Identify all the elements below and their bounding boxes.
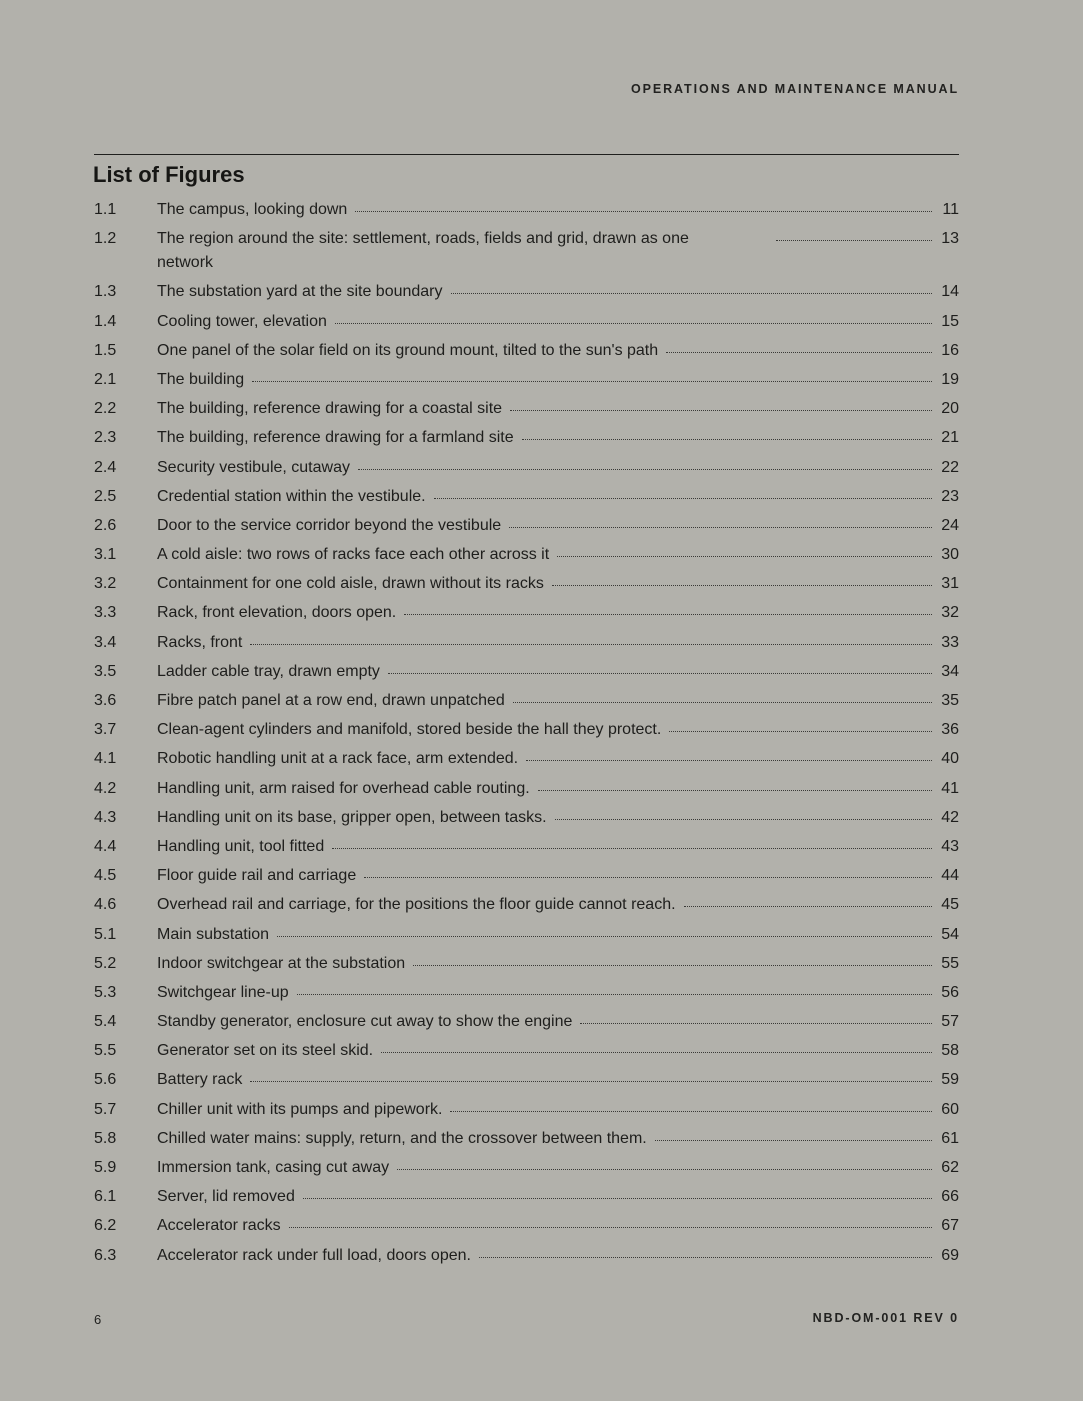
figure-number: 4.5 xyxy=(94,867,117,885)
figure-number: 3.3 xyxy=(94,604,117,622)
figure-list xyxy=(94,198,959,1273)
dot-leader xyxy=(358,469,932,470)
figure-entry[interactable] xyxy=(94,572,959,596)
figure-page: 33 xyxy=(941,633,959,651)
figure-page: 14 xyxy=(941,283,959,301)
dot-leader xyxy=(552,585,932,586)
figure-title: Accelerator racks xyxy=(157,1217,281,1235)
figure-page: 43 xyxy=(941,837,959,855)
figure-entry[interactable] xyxy=(94,864,959,888)
figure-title: Handling unit, arm raised for overhead cable routing. xyxy=(157,779,530,797)
figure-page: 60 xyxy=(941,1100,959,1118)
figure-page: 54 xyxy=(941,925,959,943)
figure-entry[interactable] xyxy=(94,227,959,275)
figure-page: 32 xyxy=(941,604,959,622)
figure-title: Generator set on its steel skid. xyxy=(157,1042,374,1060)
figure-title: Battery rack xyxy=(157,1071,243,1089)
dot-leader xyxy=(364,877,932,878)
figure-page: 21 xyxy=(941,429,959,447)
dot-leader xyxy=(526,760,932,761)
document-code: NBD-OM-001 REV 0 xyxy=(812,1311,959,1325)
figure-title: Credential station within the vestibule. xyxy=(157,487,426,505)
dot-leader xyxy=(277,936,932,937)
figure-number: 5.5 xyxy=(94,1042,117,1060)
figure-entry[interactable] xyxy=(94,1039,959,1063)
dot-leader xyxy=(413,965,932,966)
figure-entry[interactable] xyxy=(94,1010,959,1034)
figure-entry[interactable] xyxy=(94,660,959,684)
figure-number: 5.9 xyxy=(94,1159,117,1176)
figure-title: Handling unit on its base, gripper open, between tasks. xyxy=(157,808,547,826)
figure-page: 24 xyxy=(941,516,959,534)
figure-entry[interactable] xyxy=(94,806,959,830)
figure-entry[interactable] xyxy=(94,981,959,1005)
figure-page: 66 xyxy=(941,1188,959,1206)
figure-entry[interactable] xyxy=(94,923,959,947)
figure-number: 4.1 xyxy=(94,750,117,768)
figure-title: Main substation xyxy=(157,925,270,943)
figure-page: 61 xyxy=(941,1129,959,1147)
figure-number: 5.6 xyxy=(94,1071,117,1089)
figure-page: 15 xyxy=(941,312,959,330)
dot-leader xyxy=(538,790,932,791)
figure-entry[interactable] xyxy=(94,718,959,742)
figure-number: 5.4 xyxy=(94,1013,117,1031)
figure-number: 4.4 xyxy=(94,837,117,855)
figure-number: 6.2 xyxy=(94,1217,117,1235)
figure-number: 3.5 xyxy=(94,662,117,680)
figure-page: 11 xyxy=(942,201,959,218)
dot-leader xyxy=(355,211,932,212)
figure-entry[interactable] xyxy=(94,514,959,538)
figure-title: Accelerator rack under full load, doors open. xyxy=(157,1246,471,1264)
dot-leader xyxy=(776,240,932,241)
figure-page: 59 xyxy=(941,1071,959,1089)
figure-page: 13 xyxy=(941,230,959,248)
figure-entry[interactable] xyxy=(94,198,959,222)
dot-leader xyxy=(450,1111,932,1112)
figure-number: 1.2 xyxy=(94,230,117,248)
figure-title: Switchgear line-up xyxy=(157,983,289,1001)
dot-leader xyxy=(510,410,932,411)
figure-entry[interactable] xyxy=(94,368,959,392)
dot-leader xyxy=(335,323,932,324)
figure-entry[interactable] xyxy=(94,747,959,771)
figure-entry[interactable] xyxy=(94,893,959,917)
figure-entry[interactable] xyxy=(94,1244,959,1268)
figure-number: 5.8 xyxy=(94,1129,117,1147)
figure-page: 62 xyxy=(941,1159,959,1176)
figure-page: 40 xyxy=(941,750,959,768)
figure-number: 5.7 xyxy=(94,1100,117,1118)
figure-title: Handling unit, tool fitted xyxy=(157,837,325,855)
figure-number: 4.6 xyxy=(94,896,117,914)
figure-entry[interactable] xyxy=(94,1156,959,1180)
figure-number: 6.1 xyxy=(94,1188,117,1206)
figure-number: 3.2 xyxy=(94,575,117,593)
figure-entry[interactable] xyxy=(94,280,959,304)
figure-page: 36 xyxy=(941,721,959,739)
figure-title: The campus, looking down xyxy=(157,201,348,218)
dot-leader xyxy=(522,439,932,440)
figure-title: Fibre patch panel at a row end, drawn unpatched xyxy=(157,692,505,709)
figure-number: 2.1 xyxy=(94,370,117,388)
figure-number: 6.3 xyxy=(94,1246,117,1264)
dot-leader xyxy=(404,614,932,615)
figure-number: 4.3 xyxy=(94,808,117,826)
dot-leader xyxy=(557,556,932,557)
figure-page: 42 xyxy=(941,808,959,826)
figure-number: 5.3 xyxy=(94,983,117,1001)
list-of-figures-title: List of Figures xyxy=(93,162,245,187)
dot-leader xyxy=(289,1227,932,1228)
figure-page: 67 xyxy=(941,1217,959,1235)
figure-number: 2.3 xyxy=(94,429,117,447)
figure-entry[interactable] xyxy=(94,1098,959,1122)
figure-page: 23 xyxy=(941,487,959,505)
figure-page: 56 xyxy=(941,983,959,1001)
figure-title: Cooling tower, elevation xyxy=(157,312,327,330)
dot-leader xyxy=(250,644,932,645)
figure-title: The substation yard at the site boundary xyxy=(157,283,443,301)
figure-number: 1.5 xyxy=(94,341,117,359)
figure-title: The region around the site: settlement, roads, fields and grid, drawn as one network xyxy=(157,230,689,272)
dot-leader xyxy=(555,819,932,820)
figure-title: The building, reference drawing for a farmland site xyxy=(157,429,514,447)
figure-entry[interactable] xyxy=(94,339,959,363)
figure-title: Security vestibule, cutaway xyxy=(157,458,350,476)
dot-leader xyxy=(397,1169,932,1170)
running-head: OPERATIONS AND MAINTENANCE MANUAL xyxy=(631,82,959,96)
dot-leader xyxy=(451,293,932,294)
figure-page: 41 xyxy=(941,779,959,797)
figure-title: Containment for one cold aisle, drawn without its racks xyxy=(157,575,544,593)
figure-title: Floor guide rail and carriage xyxy=(157,867,357,885)
figure-entry[interactable] xyxy=(94,689,959,713)
figure-title: The building xyxy=(157,370,245,388)
figure-page: 58 xyxy=(941,1042,959,1060)
figure-title: Ladder cable tray, drawn empty xyxy=(157,662,380,680)
figure-number: 5.2 xyxy=(94,954,117,972)
figure-number: 5.1 xyxy=(94,925,117,943)
figure-entry[interactable] xyxy=(94,1127,959,1151)
dot-leader xyxy=(297,994,932,995)
figure-entry[interactable] xyxy=(94,777,959,801)
figure-number: 2.6 xyxy=(94,516,117,534)
figure-title: A cold aisle: two rows of racks face each other across it xyxy=(157,546,550,564)
dot-leader xyxy=(580,1023,932,1024)
figure-entry[interactable] xyxy=(94,397,959,421)
dot-leader xyxy=(250,1081,932,1082)
figure-page: 22 xyxy=(941,458,959,476)
figure-title: Robotic handling unit at a rack face, arm extended. xyxy=(157,750,519,768)
figure-number: 2.2 xyxy=(94,400,117,418)
figure-entry[interactable] xyxy=(94,426,959,450)
figure-entry[interactable] xyxy=(94,601,959,625)
dot-leader xyxy=(434,498,932,499)
figure-number: 3.6 xyxy=(94,692,117,709)
figure-page: 57 xyxy=(941,1013,959,1031)
figure-page: 45 xyxy=(941,896,959,914)
figure-entry[interactable] xyxy=(94,1214,959,1238)
figure-entry[interactable] xyxy=(94,310,959,334)
figure-title: Server, lid removed xyxy=(157,1188,295,1206)
figure-page: 30 xyxy=(941,546,959,564)
dot-leader xyxy=(669,731,932,732)
figure-entry[interactable] xyxy=(94,631,959,655)
figure-title: One panel of the solar field on its ground mount, tilted to the sun's path xyxy=(157,341,659,359)
figure-title: Standby generator, enclosure cut away to show the engine xyxy=(157,1013,573,1031)
dot-leader xyxy=(655,1140,932,1141)
figure-title: Immersion tank, casing cut away xyxy=(157,1159,390,1176)
figure-number: 3.1 xyxy=(94,546,117,564)
figure-title: Racks, front xyxy=(157,633,243,651)
figure-title: Clean-agent cylinders and manifold, stored beside the hall they protect. xyxy=(157,721,662,739)
figure-number: 1.4 xyxy=(94,312,117,330)
dot-leader xyxy=(513,702,932,703)
dot-leader xyxy=(509,527,932,528)
figure-entry[interactable] xyxy=(94,952,959,976)
figure-title: Rack, front elevation, doors open. xyxy=(157,604,397,622)
figure-entry[interactable] xyxy=(94,835,959,859)
figure-number: 3.7 xyxy=(94,721,117,739)
figure-number: 3.4 xyxy=(94,633,117,651)
figure-page: 19 xyxy=(941,370,959,388)
figure-entry[interactable] xyxy=(94,1185,959,1209)
figure-title: Door to the service corridor beyond the vestibule xyxy=(157,516,502,534)
figure-page: 55 xyxy=(941,954,959,972)
figure-page: 69 xyxy=(941,1246,959,1264)
figure-entry[interactable] xyxy=(94,1068,959,1092)
figure-page: 35 xyxy=(941,692,959,709)
figure-page: 44 xyxy=(941,867,959,885)
figure-number: 2.4 xyxy=(94,458,117,476)
figure-number: 2.5 xyxy=(94,487,117,505)
dot-leader xyxy=(666,352,932,353)
figure-page: 31 xyxy=(941,575,959,593)
figure-title: The building, reference drawing for a coastal site xyxy=(157,400,503,418)
figure-page: 20 xyxy=(941,400,959,418)
figure-number: 1.3 xyxy=(94,283,117,301)
figure-title: Indoor switchgear at the substation xyxy=(157,954,406,972)
page-number: 6 xyxy=(94,1312,102,1327)
figure-entry[interactable] xyxy=(94,456,959,480)
dot-leader xyxy=(388,673,932,674)
figure-page: 16 xyxy=(941,341,959,359)
figure-title: Chiller unit with its pumps and pipework. xyxy=(157,1100,443,1118)
dot-leader xyxy=(479,1257,932,1258)
figure-number: 1.1 xyxy=(94,201,117,218)
dot-leader xyxy=(332,848,932,849)
figure-page: 34 xyxy=(941,662,959,680)
figure-title: Overhead rail and carriage, for the positions the floor guide cannot reach. xyxy=(157,896,676,914)
dot-leader xyxy=(381,1052,932,1053)
figure-entry[interactable] xyxy=(94,485,959,509)
figure-title: Chilled water mains: supply, return, and the crossover between them. xyxy=(157,1129,647,1147)
figure-number: 4.2 xyxy=(94,779,117,797)
dot-leader xyxy=(684,906,932,907)
figure-entry[interactable] xyxy=(94,543,959,567)
header-rule xyxy=(94,154,959,155)
dot-leader xyxy=(252,381,932,382)
dot-leader xyxy=(303,1198,932,1199)
